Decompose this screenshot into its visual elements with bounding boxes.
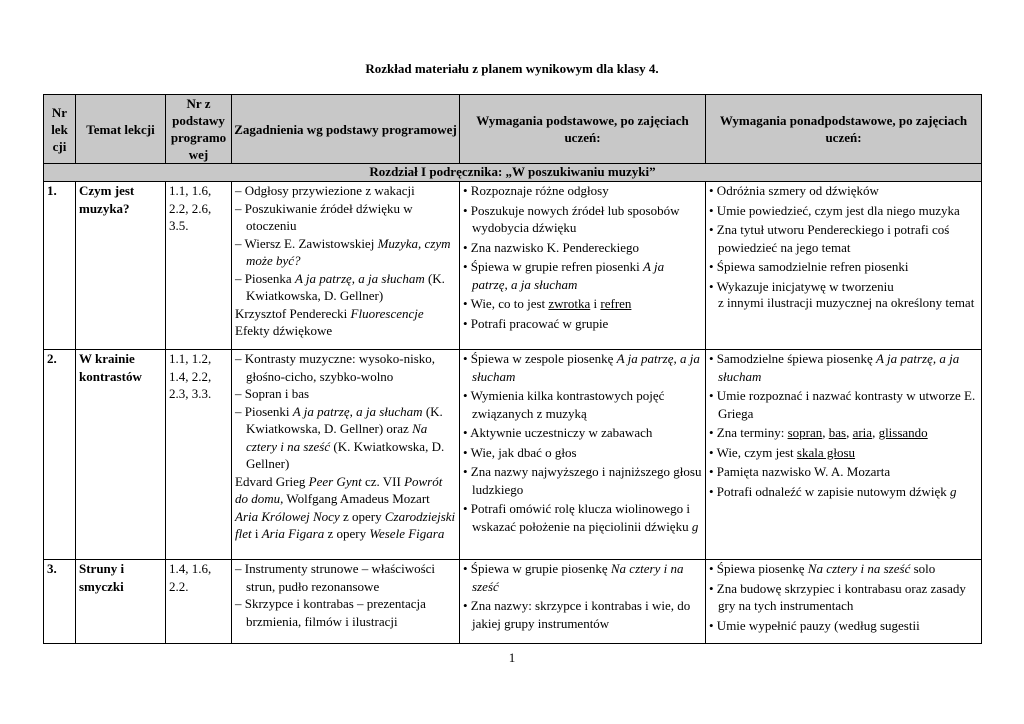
work-title: Aria Królowej Nocy — [235, 508, 340, 524]
lesson-issues — [232, 560, 460, 644]
list-item-text: – Piosenki — [235, 403, 290, 419]
list-item: • Pamięta nazwisko W. A. Mozarta — [709, 464, 891, 479]
list-item-text: (K. Kwiatkowska, D. Gellner) — [246, 270, 445, 303]
lesson-topic: W krainie kontrastów — [76, 350, 166, 560]
list-item-text: • Śpiewa w grupie piosenkę — [463, 561, 608, 576]
list-item — [463, 350, 702, 385]
list-item: • Śpiewa samodzielnie refren piosenki — [709, 259, 909, 274]
term: refren — [600, 296, 632, 311]
list-item: • Zna nazwy: skrzypce i kontrabas i wie, do jakiej grupy instrumentów — [463, 598, 691, 631]
document-title: Rozkład materiału z planem wynikowym dla klasy 4. — [365, 61, 659, 76]
list-item: – Poszukiwanie źródeł dźwięku w otoczeniu — [235, 200, 413, 233]
lesson-issues — [232, 182, 460, 350]
list-item-text: • Zna terminy: — [709, 425, 785, 440]
list-item — [235, 305, 456, 323]
list-item-text: • Potrafi odnaleźć w zapisie nutowym dźwięk — [709, 483, 947, 499]
page-number: 1 — [508, 650, 516, 665]
list-item: • Zna budowę skrzypiec i kontrabasu oraz zasady gry na tych instrumentach — [709, 580, 966, 613]
list-item: • Wymienia kilka kontrastowych pojęć związanych z muzyką — [463, 388, 665, 421]
list-item-text: • Potrafi omówić rolę klucza wiolinowego i wskazać położenie na pięciolinii dźwięku — [463, 501, 690, 534]
list-item: • Aktywnie uczestniczy w zabawach — [463, 425, 653, 440]
header-wymagania-podstawowe: Wymagania podstawowe, po zajęciach uczeń: — [460, 95, 706, 164]
list-item: • Rozpoznaje różne odgłosy — [463, 183, 609, 198]
list-item: Efekty dźwiękowe — [235, 323, 333, 338]
table-row — [44, 182, 982, 350]
lesson-number: 2. — [44, 350, 76, 560]
work-title: Powrót do domu — [235, 473, 443, 506]
list-item-text: – Piosenka — [235, 270, 292, 286]
list-item — [463, 560, 702, 595]
list-item-text: solo — [913, 561, 936, 576]
list-item: • Potrafi pracować w grupie — [463, 315, 609, 331]
advanced-requirements — [706, 560, 982, 644]
list-item — [709, 444, 978, 462]
list-item — [235, 473, 456, 543]
basic-requirements — [460, 560, 706, 644]
list-item: • Zna nazwisko K. Pendereckiego — [463, 239, 640, 255]
header-row — [44, 95, 982, 164]
work-title: Czarodziejski flet — [235, 508, 456, 541]
list-item-text: cz. VII — [364, 473, 401, 489]
list-item: • Wie, jak dbać o głos — [463, 444, 577, 460]
list-item: • Zna terminy: sopran, bas, aria, glissando — [709, 425, 928, 440]
work-title: A ja patrzę, a ja słucham — [292, 403, 423, 419]
term: glissando — [878, 425, 928, 440]
list-item: • Umie rozpoznać i nazwać kontrasty w utworze E. Griega — [709, 388, 976, 421]
work-title: A ja patrzę, a ja słucham — [472, 351, 700, 384]
lesson-topic: Struny i smyczki — [76, 560, 166, 644]
list-item: – Sopran i bas — [235, 386, 310, 401]
list-item-text: Krzysztof Penderecki — [235, 305, 348, 321]
term: bas — [828, 425, 847, 440]
work-title: Na cztery i na sześć — [246, 421, 428, 454]
list-item — [709, 560, 978, 578]
list-item-text: i — [254, 526, 259, 541]
work-title: Na cztery i na sześć — [807, 561, 911, 576]
lesson-plan-table — [43, 94, 982, 644]
list-item-text: i — [593, 296, 598, 311]
list-item — [709, 483, 978, 501]
list-item — [235, 403, 456, 473]
list-item-text: z opery — [342, 508, 382, 524]
list-item-text: • Śpiewa w grupie refren piosenki — [463, 259, 640, 274]
list-item — [235, 235, 456, 270]
list-item-text: (K. Kwiatkowska, D. Gellner) — [246, 438, 445, 471]
list-item: • Wykazuje inicjatywę w tworzeniu — [709, 278, 894, 294]
list-item: – Skrzypce i kontrabas – prezentacja brzmienia, filmów i ilustracji — [235, 596, 426, 629]
list-item: • Zna tytuł utworu Pendereckiego i potrafi coś powiedzieć na jego temat — [709, 222, 950, 255]
work-title: Fluorescencje — [350, 305, 424, 321]
list-item-text: z opery — [327, 526, 367, 541]
work-title: A ja patrzę, a ja słucham — [294, 270, 425, 286]
basic-requirements — [460, 182, 706, 350]
list-item-text: • Samodzielne śpiewa piosenkę — [709, 351, 873, 366]
work-title: A ja patrzę, a ja słucham — [718, 351, 960, 384]
list-item-text: Edvard Grieg — [235, 473, 306, 489]
lesson-number: 1. — [44, 182, 76, 350]
list-item-text: • Wie, co to jest — [463, 296, 546, 311]
term: skala głosu — [796, 444, 856, 460]
work-title: A ja patrzę, a ja słucham — [472, 259, 665, 292]
lesson-issues — [232, 350, 460, 560]
list-item-text: • Wie, czym jest — [709, 444, 794, 460]
list-item — [463, 258, 702, 293]
lesson-codes: 1.1, 1.6, 2.2, 2.6, 3.5. — [166, 182, 232, 350]
list-item: • Zna nazwy najwyższego i najniższego głosu ludzkiego — [463, 464, 702, 497]
header-wymagania-ponadpodstawowe: Wymagania ponadpodstawowe, po zajęciach uczeń: — [706, 95, 982, 164]
work-title: Aria Figara — [261, 526, 325, 541]
term: aria — [852, 425, 873, 440]
list-item: – Odgłosy przywiezione z wakacji — [235, 183, 415, 198]
basic-requirements — [460, 350, 706, 560]
list-item: • Poszukuje nowych źródeł lub sposobów wydobycia dźwięku — [463, 202, 680, 235]
lesson-codes: 1.1, 1.2, 1.4, 2.2, 2.3, 3.3. — [166, 350, 232, 560]
list-item: z innymi ilustracji muzycznej na określony temat — [718, 295, 975, 310]
list-item: • Umie powiedzieć, czym jest dla niego muzyka — [709, 202, 960, 218]
header-temat: Temat lekcji — [76, 95, 166, 164]
list-item — [709, 350, 978, 385]
list-item — [235, 270, 456, 305]
advanced-requirements — [706, 350, 982, 560]
list-item-text: • Śpiewa piosenkę — [709, 561, 805, 576]
list-item — [463, 295, 702, 313]
header-zagadnienia: Zagadnienia wg podstawy programowej — [232, 95, 460, 164]
list-item-text: (K. Kwiatkowska, D. Gellner) oraz — [246, 403, 443, 436]
work-title: Peer Gynt — [308, 473, 362, 489]
note-name: g — [691, 518, 699, 534]
list-item: – Instrumenty strunowe – właściwości strun, pudło rezonansowe — [235, 561, 436, 594]
lesson-topic: Czym jest muzyka? — [76, 182, 166, 350]
advanced-requirements — [706, 182, 982, 350]
list-item: • Umie wypełnić pauzy (według sugestii — [709, 617, 920, 633]
lesson-number: 3. — [44, 560, 76, 644]
list-item: • Odróżnia szmery od dźwięków — [709, 183, 879, 198]
term: zwrotka — [548, 296, 591, 311]
list-item-text: , Wolfgang Amadeus Mozart — [280, 491, 430, 506]
table-row — [44, 350, 982, 560]
list-item: – Kontrasty muzyczne: wysoko-nisko, głośno-cicho, szybko-wolno — [235, 351, 436, 384]
list-item-text: – Wiersz E. Zawistowskiej — [235, 235, 375, 251]
work-title: Na cztery i na sześć — [472, 561, 684, 594]
table-row — [44, 560, 982, 644]
note-name: g — [950, 483, 957, 499]
lesson-codes: 1.4, 1.6, 2.2. — [166, 560, 232, 644]
chapter-title: Rozdział I podręcznika: „W poszukiwaniu muzyki” — [44, 164, 982, 182]
header-podstawa: Nr z podstawy programo wej — [166, 95, 232, 164]
header-nr: Nr lek cji — [44, 95, 76, 164]
list-item — [463, 500, 702, 535]
chapter-row — [44, 164, 982, 182]
term: sopran — [787, 425, 823, 440]
work-title: Wesele Figara — [369, 526, 445, 541]
work-title: Muzyka, czym może być? — [246, 235, 451, 268]
list-item-text: • Śpiewa w zespole piosenkę — [463, 351, 614, 366]
